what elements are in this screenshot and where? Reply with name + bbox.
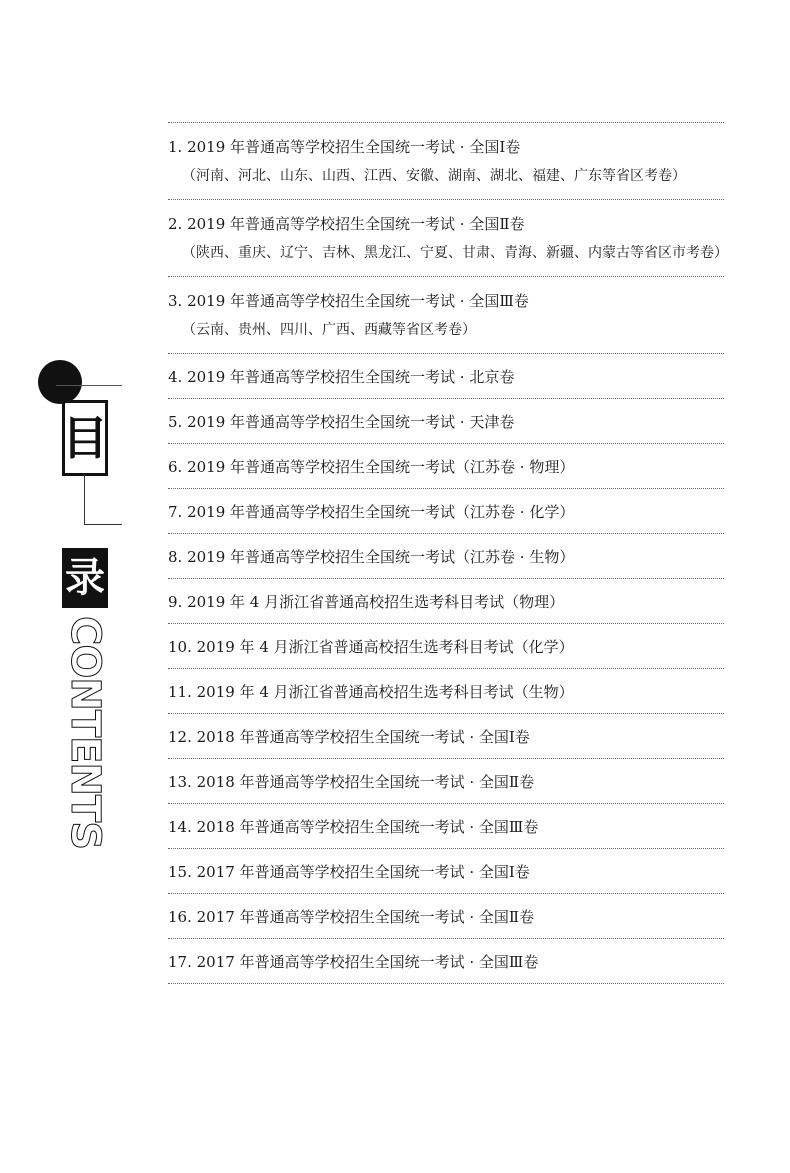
toc-entry[interactable] (168, 804, 724, 849)
toc-entry-subtitle: （陕西、重庆、辽宁、吉林、黑龙江、宁夏、甘肃、青海、新疆、内蒙古等省区市考卷） (182, 245, 728, 261)
decorative-dot (38, 360, 82, 404)
toc-entry-title: 1. 2019 年普通高等学校招生全国统一考试 · 全国Ⅰ卷 (168, 138, 521, 156)
toc-entry-title: 11. 2019 年 4 月浙江省普通高校招生选考科目考试（生物） (168, 683, 574, 701)
toc-entry[interactable] (168, 894, 724, 939)
toc-entry-title: 13. 2018 年普通高等学校招生全国统一考试 · 全国Ⅱ卷 (168, 773, 535, 791)
toc-entry[interactable] (168, 200, 728, 277)
toc-entry-subtitle: （云南、贵州、四川、广西、西藏等省区考卷） (182, 322, 476, 338)
toc-entry[interactable] (168, 714, 724, 759)
toc-entry-title: 5. 2019 年普通高等学校招生全国统一考试 · 天津卷 (168, 413, 515, 431)
toc-entry[interactable] (168, 669, 724, 714)
toc-entry[interactable] (168, 277, 724, 354)
toc-entry-title: 6. 2019 年普通高等学校招生全国统一考试（江苏卷 · 物理） (168, 458, 575, 476)
toc-entry-title: 14. 2018 年普通高等学校招生全国统一考试 · 全国Ⅲ卷 (168, 818, 539, 836)
toc-entry[interactable] (168, 759, 724, 804)
toc-entry[interactable] (168, 624, 724, 669)
toc-entry-title: 17. 2017 年普通高等学校招生全国统一考试 · 全国Ⅲ卷 (168, 953, 539, 971)
toc-entry[interactable] (168, 354, 724, 399)
toc-entry[interactable] (168, 399, 724, 444)
heading-char-mu: 目 (62, 411, 108, 465)
toc-entry-title: 4. 2019 年普通高等学校招生全国统一考试 · 北京卷 (168, 368, 515, 386)
decorative-connector (84, 474, 85, 524)
toc-entry[interactable] (168, 849, 724, 894)
toc-entry[interactable] (168, 123, 724, 200)
decorative-connector-horizontal (84, 524, 122, 525)
heading-english-contents: CONTENTS (62, 616, 108, 850)
toc-entry-title: 7. 2019 年普通高等学校招生全国统一考试（江苏卷 · 化学） (168, 503, 575, 521)
decorative-rule (56, 385, 122, 386)
toc-entry-title: 3. 2019 年普通高等学校招生全国统一考试 · 全国Ⅲ卷 (168, 292, 529, 310)
toc-entry-title: 10. 2019 年 4 月浙江省普通高校招生选考科目考试（化学） (168, 638, 574, 656)
toc-entry[interactable] (168, 579, 724, 624)
contents-heading-decoration (0, 0, 140, 1173)
toc-entry-title: 8. 2019 年普通高等学校招生全国统一考试（江苏卷 · 生物） (168, 548, 575, 566)
toc-entry-subtitle: （河南、河北、山东、山西、江西、安徽、湖南、湖北、福建、广东等省区考卷） (182, 168, 686, 184)
toc-entry[interactable] (168, 939, 724, 984)
table-of-contents (168, 122, 728, 984)
toc-entry-title: 16. 2017 年普通高等学校招生全国统一考试 · 全国Ⅱ卷 (168, 908, 535, 926)
toc-entry-title: 15. 2017 年普通高等学校招生全国统一考试 · 全国Ⅰ卷 (168, 863, 530, 881)
toc-entry-title: 9. 2019 年 4 月浙江省普通高校招生选考科目考试（物理） (168, 593, 565, 611)
toc-entry-title: 12. 2018 年普通高等学校招生全国统一考试 · 全国Ⅰ卷 (168, 728, 530, 746)
toc-entry[interactable] (168, 534, 724, 579)
toc-entry[interactable] (168, 444, 724, 489)
toc-entry[interactable] (168, 489, 724, 534)
toc-entry-title: 2. 2019 年普通高等学校招生全国统一考试 · 全国Ⅱ卷 (168, 215, 525, 233)
heading-char-lu: 录 (65, 554, 105, 601)
